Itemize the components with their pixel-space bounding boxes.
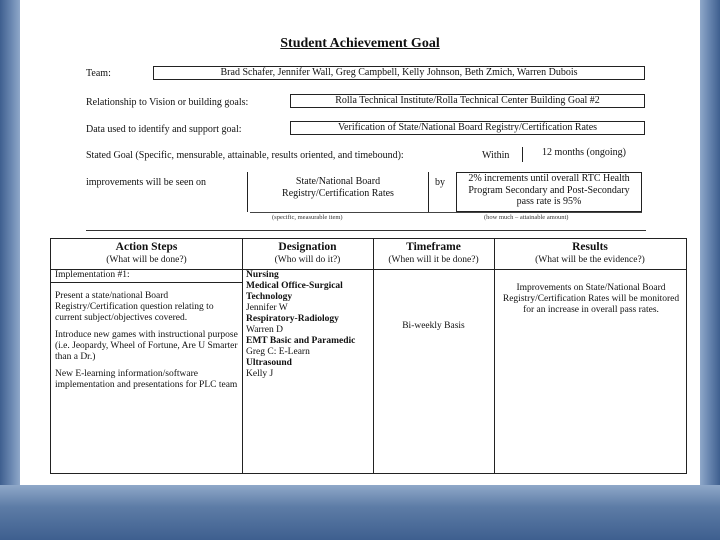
stated-goal-within: Within: [482, 150, 510, 161]
designation-program: EMT Basic and Paramedic: [246, 336, 356, 346]
results-cell: Improvements on State/National Board Registry/Certification Rates will be monitored for an increase in overall pass rates.: [502, 283, 680, 315]
header-results-sub: (What will be the evidence?): [535, 255, 645, 265]
col-divider: [494, 239, 495, 473]
action-step: New E-learning information/software implementation and presentations for PLC team: [55, 369, 238, 390]
page-title: Student Achievement Goal: [280, 36, 440, 51]
designation-program: Nursing: [246, 270, 279, 280]
header-timeframe: Timeframe: [406, 241, 461, 253]
improvements-label: improvements will be seen on: [86, 177, 206, 188]
relationship-field: Rolla Technical Institute/Rolla Technical Center Building Goal #2: [290, 94, 645, 108]
designation-person: Greg C: E-Learn: [246, 347, 310, 357]
header-designation: Designation: [278, 241, 337, 253]
header-results: Results: [572, 241, 608, 253]
col-divider: [242, 239, 243, 473]
document-page: [20, 0, 700, 485]
team-label: Team:: [86, 68, 111, 79]
frame-left: [0, 0, 20, 540]
improvements-by: by: [435, 177, 445, 188]
timeframe-cell: Bi-weekly Basis: [402, 321, 465, 331]
frame-right: [700, 0, 720, 540]
stated-goal-label: Stated Goal (Specific, mensurable, attainable, results oriented, and timebound):: [86, 150, 404, 161]
improvements-item: State/National Board Registry/Certification Rates: [247, 172, 429, 212]
action-step: Present a state/national Board Registry/Certification question relating to current subject/objectives covered.: [55, 291, 214, 323]
header-action-steps: Action Steps: [115, 241, 178, 253]
designation-person: Kelly J: [246, 369, 274, 379]
action-step: Introduce new games with instructional purpose (i.e. Jeopardy, Wheel of Fortune, Are U Smarter than a Dr.): [55, 330, 238, 362]
action-plan-table: [50, 238, 687, 474]
designation-program: Respiratory-Radiology: [246, 314, 339, 324]
implementation-label: Implementation #1:: [51, 269, 242, 283]
header-action-steps-sub: (What will be done?): [106, 255, 187, 265]
header-designation-sub: (Who will do it?): [274, 255, 341, 265]
col-divider: [373, 239, 374, 473]
improvements-underline: [250, 212, 642, 213]
section-divider: [86, 230, 646, 231]
stated-goal-timeframe: 12 months (ongoing): [522, 147, 645, 162]
designation-person: Warren D: [246, 325, 283, 335]
data-used-label: Data used to identify and support goal:: [86, 124, 242, 135]
designation-program: Ultrasound: [246, 358, 292, 368]
team-field: Brad Schafer, Jennifer Wall, Greg Campbell, Kelly Johnson, Beth Zmich, Warren Dubois: [153, 66, 645, 80]
improvements-item-note: (specific, measurable item): [272, 214, 343, 221]
designation-program: Medical Office-Surgical Technology: [246, 281, 343, 302]
improvements-amount-note: (how much – attainable amount): [484, 214, 569, 221]
header-timeframe-sub: (When will it be done?): [388, 255, 479, 265]
frame-bottom: [0, 485, 720, 540]
designation-cell: [246, 270, 370, 380]
designation-person: Jennifer W: [246, 303, 288, 313]
implementation-cell: [51, 269, 242, 397]
improvements-amount: 2% increments until overall RTC Health Program Secondary and Post-Secondary pass rate is 95%: [456, 172, 642, 212]
data-used-field: Verification of State/National Board Registry/Certification Rates: [290, 121, 645, 135]
relationship-label: Relationship to Vision or building goals:: [86, 97, 249, 108]
